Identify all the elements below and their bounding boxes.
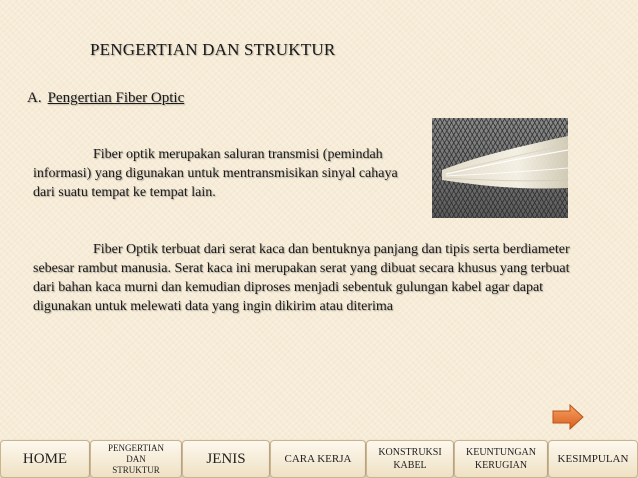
nav-home-button[interactable]: HOME bbox=[0, 440, 90, 478]
slide-title: PENGERTIAN DAN STRUKTUR bbox=[90, 40, 336, 59]
fiber-optic-photo bbox=[432, 118, 568, 218]
section-marker: A. bbox=[27, 90, 42, 106]
section-heading bbox=[27, 90, 184, 107]
definition-paragraph: Fiber optik merupakan saluran transmisi (pemindah informasi) yang digunakan untuk mentransmisikan sinyal cahaya dari suatu tempat ke tempat lain. bbox=[33, 147, 398, 200]
section-label: Pengertian Fiber Optic bbox=[47, 90, 185, 106]
composition-paragraph: Fiber Optik terbuat dari serat kaca dan bentuknya panjang dan tipis serta berdiameter sebesar rambut manusia. Serat kaca ini merupakan serat yang dibuat secara khusus yang terbuat dari bahan kaca murni dan kemudian diproses menjadi sebentuk gulungan kabel agar dapat digunakan untuk melewati data yang ingin dikirim atau diterima bbox=[33, 242, 570, 314]
nav-keuntungan-button[interactable]: KEUNTUNGAN KERUGIAN bbox=[454, 440, 548, 478]
fiber-strands-icon bbox=[432, 118, 568, 218]
nav-konstruksi-button[interactable]: KONSTRUKSI KABEL bbox=[366, 440, 454, 478]
nav-pengertian-button[interactable]: PENGERTIAN DAN STRUKTUR bbox=[90, 440, 182, 478]
nav-jenis-button[interactable]: JENIS bbox=[182, 440, 270, 478]
arrow-right-icon bbox=[551, 403, 585, 431]
nav-kesimpulan-button[interactable]: KESIMPULAN bbox=[548, 440, 638, 478]
nav-cara-kerja-button[interactable]: CARA KERJA bbox=[270, 440, 366, 478]
next-arrow-button[interactable] bbox=[551, 403, 585, 431]
